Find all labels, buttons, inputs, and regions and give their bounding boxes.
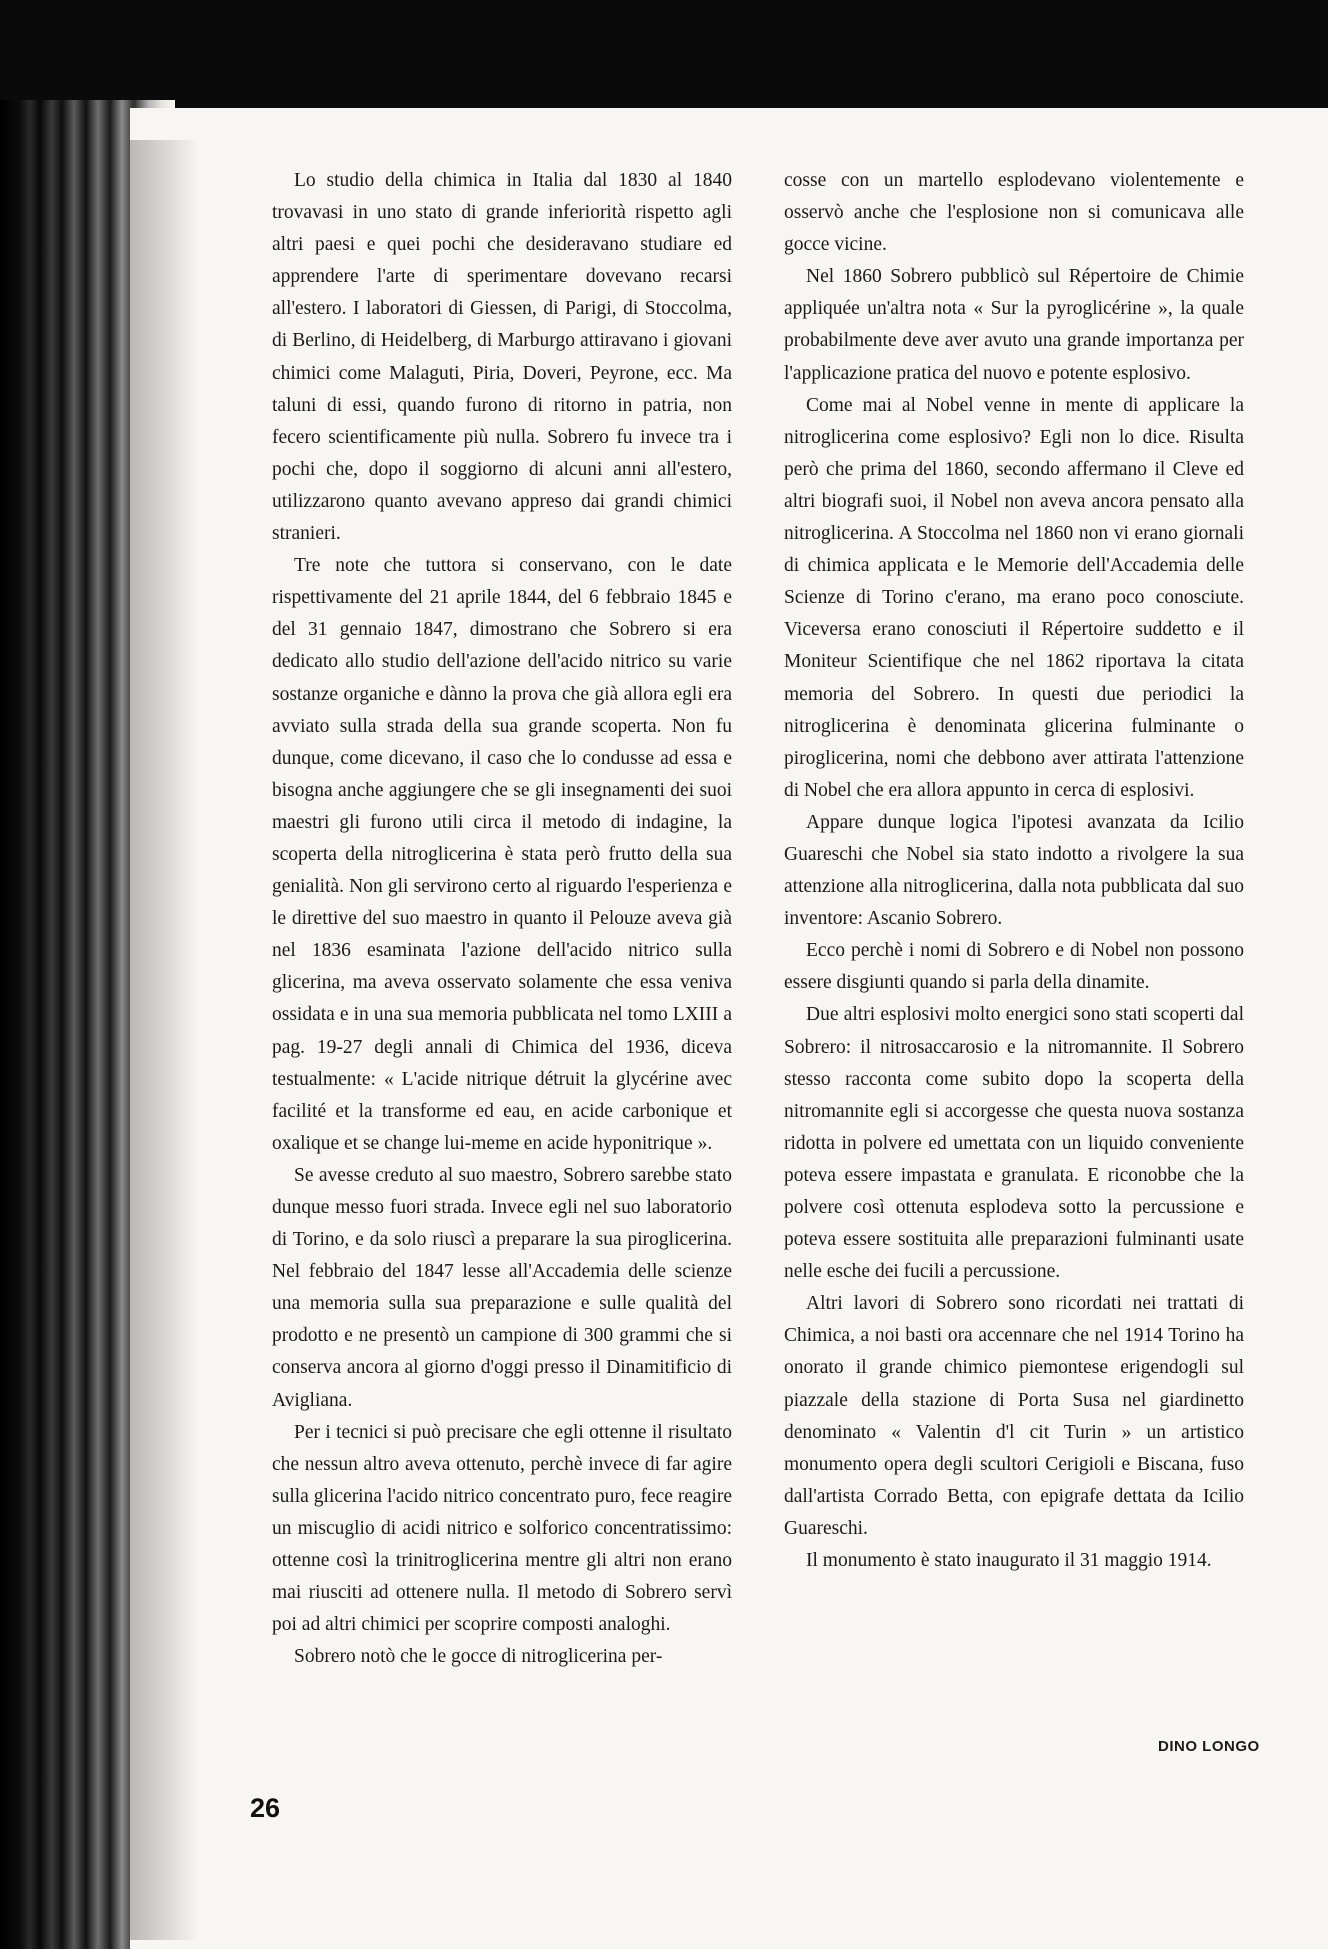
paragraph: Tre note che tuttora si conservano, con le date rispettivamente del 21 aprile 1844, del 6 febbraio 1845 e del 31 gennaio 1847, dimostrano che Sobrero si era dedicato allo studio dell'azione dell'acido nitrico su varie sostanze organiche e dànno la prova che già allora egli era avviato sulla strada della sua grande scoperta. Non fu dunque, come dicevano, il caso che lo condusse ad essa e bisogna anche aggiungere che se gli insegnamenti dei suoi maestri gli furono utili circa il metodo di indagine, la scoperta della nitroglicerina è stata però frutto della sua genialità. Non gli servirono certo al riguardo l'esperienza e le direttive del suo maestro in quanto il Pelouze aveva già nel 1836 esaminata l'azione dell'acido nitrico sulla glicerina, ma aveva osservato solamente che essa veniva ossidata e in una sua memoria pubblicata nel tomo LXIII a pag. 19-27 degli annali di Chimica del 1936, diceva testualmente: « L'acide nitrique détruit la glycérine avec facilité et la transforme ed eau, en acide carbonique et oxalique et se change lui-meme en acide hyponitrique ».: [272, 555, 732, 1154]
paragraph: Appare dunque logica l'ipotesi avanzata da Icilio Guareschi che Nobel sia stato indotto a rivolgere la sua attenzione alla nitroglicerina, dalla nota pubblicata dal suo inventore: Ascanio Sobrero.: [784, 811, 1244, 930]
paragraph: Nel 1860 Sobrero pubblicò sul Répertoire de Chimie appliquée un'altra nota « Sur la pyroglicérine », la quale probabilmente deve aver avuto una grande importanza per l'applicazione pratica del nuovo e potente esplosivo.: [784, 266, 1244, 384]
page-number: 26: [250, 1793, 281, 1823]
paragraph: Ecco perchè i nomi di Sobrero e di Nobel non possono essere disgiunti quando si parla della dinamite.: [784, 940, 1244, 994]
page-fold-shadow: [130, 140, 200, 1940]
paragraph: cosse con un martello esplodevano violentemente e osservò anche che l'esplosione non si comunicava alle gocce vicine.: [784, 170, 1244, 256]
paragraph: Altri lavori di Sobrero sono ricordati nei trattati di Chimica, a noi basti ora accennare che nel 1914 Torino ha onorato il grande chimico piemontese erigendogli sul piazzale della stazione di Porta Susa nel giardinetto denominato « Valentin d'l cit Turin » un artistico monumento opera degli scultori Cerigioli e Biscana, fuso dall'artista Corrado Betta, con epigrafe dettata da Icilio Guareschi.: [784, 1293, 1244, 1539]
author-signature: DINO LONGO: [1158, 1738, 1260, 1755]
paragraph: Se avesse creduto al suo maestro, Sobrero sarebbe stato dunque messo fuori strada. Invece egli nel suo laboratorio di Torino, e da solo riuscì a preparare la sua piroglicerina. Nel febbraio del 1847 lesse all'Accademia delle scienze una memoria sulla sua preparazione e sulle qualità del prodotto e ne presentò un campione di 300 grammi che si conserva ancora al giorno d'oggi presso il Dinamitificio di Avigliana.: [272, 1164, 732, 1411]
paragraph: Sobrero notò che le gocce di nitroglicerina per-: [294, 1646, 663, 1668]
paragraph: Come mai al Nobel venne in mente di applicare la nitroglicerina come esplosivo? Egli non lo dice. Risulta però che prima del 1860, secondo affermano il Cleve ed altri biografi suoi, il Nobel non aveva ancora pensato alla nitroglicerina. A Stoccolma nel 1860 non vi erano giornali di chimica applicata e le Memorie dell'Accademia delle Scienze di Torino c'erano, ma erano poco conosciute. Viceversa erano conosciuti il Répertoire suddetto e il Moniteur Scientifique che nel 1862 riportava la citata memoria del Sobrero. In questi due periodici la nitroglicerina è denominata glicerina fulminante o piroglicerina, nomi che debbono aver attirata l'attenzione di Nobel che era allora appunto in cerca di esplosivi.: [784, 394, 1244, 801]
right-text-column: [784, 165, 1244, 1577]
paragraph: Lo studio della chimica in Italia dal 1830 al 1840 trovavasi in uno stato di grande inferiorità rispetto agli altri paesi e quei pochi che desideravano studiare ed apprendere l'arte di sperimentare dovevano recarsi all'estero. I laboratori di Giessen, di Parigi, di Stoccolma, di Berlino, di Heidelberg, di Marburgo attiravano i giovani chimici come Malaguti, Piria, Doveri, Peyrone, ecc. Ma taluni di essi, quando furono di ritorno in patria, non fecero scientificamente più nulla. Sobrero fu invece tra i pochi che, dopo il soggiorno di alcuni anni all'estero, utilizzarono quanto avevano appreso dai grandi chimici stranieri.: [272, 170, 732, 545]
left-text-column: [272, 165, 732, 1673]
paragraph: Due altri esplosivi molto energici sono stati scoperti dal Sobrero: il nitrosaccarosio e la nitromannite. Il Sobrero stesso racconta come subito dopo la scoperta della nitromannite egli si accorgesse che questa nuova sostanza ridotta in polvere ed umettata con un liquido conveniente poteva essere impastata e granulata. E riconobbe che la polvere così ottenuta esplodeva sotto la percussione e poteva essere sostituita alle preparazioni fulminanti usate nelle esche dei fucili a percussione.: [784, 1004, 1244, 1283]
paragraph: Per i tecnici si può precisare che egli ottenne il risultato che nessun altro aveva ottenuto, perchè invece di far agire sulla glicerina l'acido nitrico concentrato puro, fece reagire un miscuglio di acidi nitrico e solforico concentratissimo: ottenne così la trinitroglicerina mentre gli altri non erano mai riusciti ad ottenere nulla. Il metodo di Sobrero servì poi ad altri chimici per scoprire composti analoghi.: [272, 1421, 732, 1636]
paragraph: Il monumento è stato inaugurato il 31 maggio 1914.: [806, 1550, 1212, 1572]
